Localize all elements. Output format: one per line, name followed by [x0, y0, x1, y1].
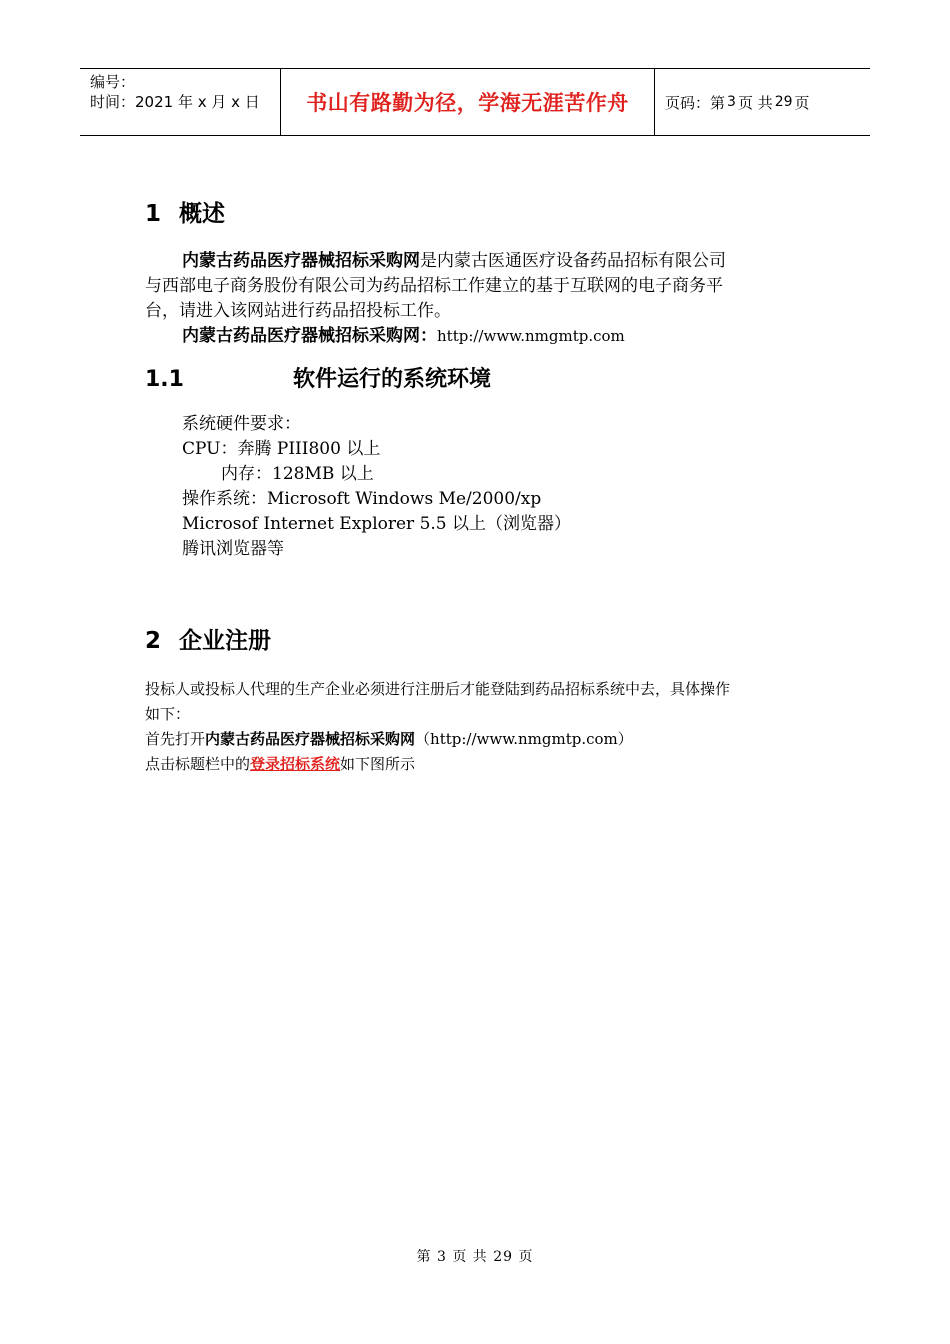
section-2-click-line: 点击标题栏中的登录招标系统如下图所示	[145, 755, 416, 773]
site-name: 内蒙古药品医疗器械招标采购网	[182, 251, 420, 271]
site-url[interactable]: http://www.nmgmtp.com	[437, 327, 625, 345]
page-total: 29	[774, 94, 793, 110]
section-1-1-heading: 1.1 软件运行的系统环境	[145, 367, 492, 392]
section-1-heading: 1 概述	[145, 201, 225, 227]
footer-total: 29	[493, 1249, 514, 1265]
requirement-memory: 内存：128MB 以上	[221, 464, 374, 484]
section-1-paragraph: 内蒙古药品医疗器械招标采购网是内蒙古医通医疗设备药品招标有限公司	[182, 251, 726, 271]
requirement-cpu: CPU：奔腾 PIII800 以上	[182, 439, 381, 459]
page-prefix: 页码：第	[665, 93, 726, 112]
section-2-heading: 2 企业注册	[145, 628, 271, 654]
page-mid: 页 共	[737, 93, 773, 112]
requirement-os: 操作系统：Microsoft Windows Me/2000/xp	[182, 489, 542, 509]
login-bidding-system-link[interactable]: 登录招标系统	[250, 755, 341, 773]
site-label: 内蒙古药品医疗器械招标采购网：	[182, 326, 437, 346]
section-1-line-2: 与西部电子商务股份有限公司为药品招标工作建立的基于互联网的电子商务平	[145, 276, 723, 296]
page-suffix: 页	[794, 93, 810, 112]
site-name-bold: 内蒙古药品医疗器械招标采购网	[205, 730, 416, 748]
document-time: 时间：2021 年 x 月 x 日	[90, 93, 260, 111]
footer-current: 3	[436, 1249, 447, 1265]
header-page-cell	[655, 69, 870, 135]
header-motto: 书山有路勤为径，学海无涯苦作舟	[306, 91, 629, 115]
header-motto-cell	[281, 69, 655, 135]
footer-suffix: 页	[518, 1249, 534, 1265]
header-info-cell	[80, 69, 281, 135]
section-1-line-3: 台，请进入该网站进行药品招投标工作。	[145, 301, 451, 321]
footer-mid: 页 共	[452, 1249, 488, 1265]
requirement-browser: Microsof Internet Explorer 5.5 以上（浏览器）	[182, 514, 572, 534]
page-header	[80, 68, 870, 136]
section-2-line-2: 如下：	[145, 705, 191, 723]
section-2-open-line: 首先打开内蒙古药品医疗器械招标采购网（http://www.nmgmtp.com）	[145, 730, 633, 748]
document-number: 编号：	[90, 73, 136, 91]
site-address-line	[182, 324, 844, 349]
requirements-title: 系统硬件要求：	[182, 414, 301, 434]
page-footer	[0, 1246, 950, 1266]
footer-prefix: 第	[416, 1249, 432, 1265]
section-2-line-1: 投标人或投标人代理的生产企业必须进行注册后才能登陆到药品招标系统中去，具体操作	[145, 680, 731, 698]
page-current: 3	[727, 94, 736, 110]
requirement-browser-alt: 腾讯浏览器等	[182, 539, 284, 559]
site-url-inline: （http://www.nmgmtp.com）	[415, 730, 633, 748]
